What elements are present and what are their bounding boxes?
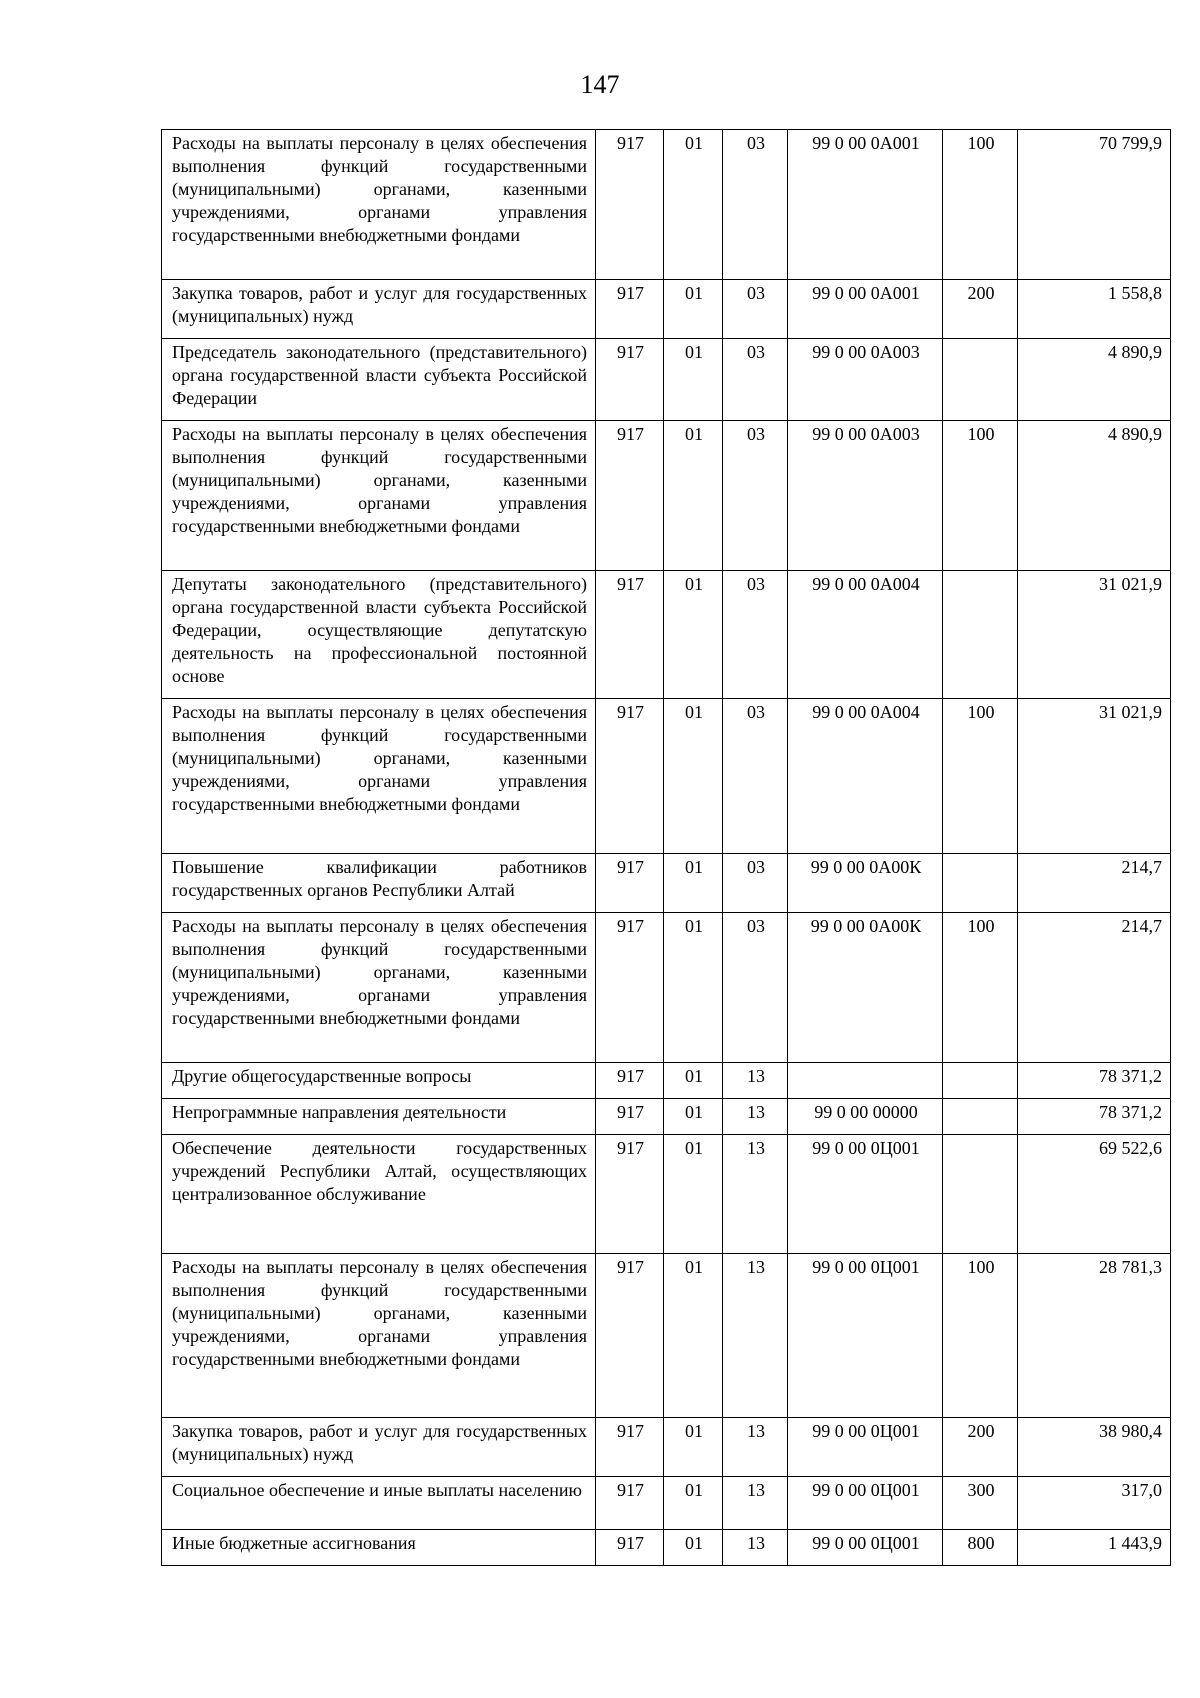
page-number: 147 bbox=[580, 70, 620, 99]
amount-cell: 317,0 bbox=[1018, 1477, 1171, 1530]
expense-name-cell: Иные бюджетные ассигнования bbox=[162, 1530, 596, 1566]
subsection-code-cell: 13 bbox=[723, 1135, 788, 1254]
target-article-cell: 99 0 00 0А003 bbox=[788, 339, 943, 421]
subsection-code-cell: 13 bbox=[723, 1099, 788, 1135]
subsection-code-cell: 03 bbox=[723, 280, 788, 339]
table-row bbox=[162, 1063, 1171, 1099]
section-code-cell: 01 bbox=[664, 854, 723, 913]
amount-cell: 214,7 bbox=[1018, 854, 1171, 913]
subsection-code-cell: 03 bbox=[723, 339, 788, 421]
ministry-code-cell: 917 bbox=[596, 854, 664, 913]
amount-cell: 28 781,3 bbox=[1018, 1254, 1171, 1418]
table-row bbox=[162, 1477, 1171, 1530]
section-code-cell: 01 bbox=[664, 421, 723, 571]
expense-name-cell: Обеспечение деятельности государственных учреждений Республики Алтай, осуществляющих централизованное обслуживание bbox=[162, 1135, 596, 1254]
target-article-cell: 99 0 00 0А004 bbox=[788, 571, 943, 699]
ministry-code-cell: 917 bbox=[596, 1099, 664, 1135]
section-code-cell: 01 bbox=[664, 130, 723, 280]
table-row bbox=[162, 1530, 1171, 1566]
expense-type-cell bbox=[943, 1135, 1018, 1254]
section-code-cell: 01 bbox=[664, 699, 723, 854]
expense-name-cell: Расходы на выплаты персоналу в целях обеспечения выполнения функций государственными (муниципальными) органами, казенными учреждениями, органами управления государственными внебюджетными фондами bbox=[162, 699, 596, 854]
amount-cell: 69 522,6 bbox=[1018, 1135, 1171, 1254]
subsection-code-cell: 13 bbox=[723, 1530, 788, 1566]
section-code-cell: 01 bbox=[664, 1063, 723, 1099]
expense-name-cell: Расходы на выплаты персоналу в целях обеспечения выполнения функций государственными (муниципальными) органами, казенными учреждениями, органами управления государственными внебюджетными фондами bbox=[162, 1254, 596, 1418]
section-code-cell: 01 bbox=[664, 1254, 723, 1418]
amount-cell: 31 021,9 bbox=[1018, 571, 1171, 699]
expense-type-cell: 100 bbox=[943, 130, 1018, 280]
target-article-cell: 99 0 00 0А00К bbox=[788, 854, 943, 913]
ministry-code-cell: 917 bbox=[596, 1530, 664, 1566]
target-article-cell: 99 0 00 0Ц001 bbox=[788, 1477, 943, 1530]
section-code-cell: 01 bbox=[664, 913, 723, 1063]
expense-name-cell: Социальное обеспечение и иные выплаты населению bbox=[162, 1477, 596, 1530]
expense-name-cell: Депутаты законодательного (представительного) органа государственной власти субъекта Российской Федерации, осуществляющие депутатскую деятельность на профессиональной постоянной основе bbox=[162, 571, 596, 699]
target-article-cell: 99 0 00 0А003 bbox=[788, 421, 943, 571]
expense-type-cell bbox=[943, 571, 1018, 699]
amount-cell: 70 799,9 bbox=[1018, 130, 1171, 280]
table-row bbox=[162, 1135, 1171, 1254]
ministry-code-cell: 917 bbox=[596, 280, 664, 339]
ministry-code-cell: 917 bbox=[596, 130, 664, 280]
amount-cell: 78 371,2 bbox=[1018, 1063, 1171, 1099]
target-article-cell: 99 0 00 0А00К bbox=[788, 913, 943, 1063]
expense-type-cell: 100 bbox=[943, 1254, 1018, 1418]
ministry-code-cell: 917 bbox=[596, 1135, 664, 1254]
subsection-code-cell: 03 bbox=[723, 421, 788, 571]
table-row bbox=[162, 130, 1171, 280]
expense-type-cell: 100 bbox=[943, 699, 1018, 854]
subsection-code-cell: 03 bbox=[723, 699, 788, 854]
ministry-code-cell: 917 bbox=[596, 699, 664, 854]
section-code-cell: 01 bbox=[664, 1530, 723, 1566]
amount-cell: 38 980,4 bbox=[1018, 1418, 1171, 1477]
table-row bbox=[162, 1254, 1171, 1418]
table-row bbox=[162, 1099, 1171, 1135]
ministry-code-cell: 917 bbox=[596, 1063, 664, 1099]
section-code-cell: 01 bbox=[664, 1418, 723, 1477]
ministry-code-cell: 917 bbox=[596, 1477, 664, 1530]
section-code-cell: 01 bbox=[664, 280, 723, 339]
target-article-cell: 99 0 00 00000 bbox=[788, 1099, 943, 1135]
amount-cell: 78 371,2 bbox=[1018, 1099, 1171, 1135]
target-article-cell: 99 0 00 0А001 bbox=[788, 280, 943, 339]
table-row bbox=[162, 571, 1171, 699]
expense-type-cell: 200 bbox=[943, 280, 1018, 339]
amount-cell: 1 443,9 bbox=[1018, 1530, 1171, 1566]
subsection-code-cell: 03 bbox=[723, 571, 788, 699]
expense-name-cell: Председатель законодательного (представительного) органа государственной власти субъекта Российской Федерации bbox=[162, 339, 596, 421]
expense-type-cell: 200 bbox=[943, 1418, 1018, 1477]
expense-type-cell: 100 bbox=[943, 913, 1018, 1063]
expense-type-cell bbox=[943, 1099, 1018, 1135]
section-code-cell: 01 bbox=[664, 1135, 723, 1254]
ministry-code-cell: 917 bbox=[596, 913, 664, 1063]
ministry-code-cell: 917 bbox=[596, 1418, 664, 1477]
target-article-cell: 99 0 00 0Ц001 bbox=[788, 1254, 943, 1418]
section-code-cell: 01 bbox=[664, 339, 723, 421]
expense-type-cell bbox=[943, 339, 1018, 421]
target-article-cell bbox=[788, 1063, 943, 1099]
subsection-code-cell: 13 bbox=[723, 1063, 788, 1099]
target-article-cell: 99 0 00 0А004 bbox=[788, 699, 943, 854]
amount-cell: 1 558,8 bbox=[1018, 280, 1171, 339]
expense-name-cell: Расходы на выплаты персоналу в целях обеспечения выполнения функций государственными (муниципальными) органами, казенными учреждениями, органами управления государственными внебюджетными фондами bbox=[162, 130, 596, 280]
subsection-code-cell: 03 bbox=[723, 854, 788, 913]
section-code-cell: 01 bbox=[664, 571, 723, 699]
table-row bbox=[162, 421, 1171, 571]
subsection-code-cell: 03 bbox=[723, 913, 788, 1063]
amount-cell: 31 021,9 bbox=[1018, 699, 1171, 854]
expense-name-cell: Расходы на выплаты персоналу в целях обеспечения выполнения функций государственными (муниципальными) органами, казенными учреждениями, органами управления государственными внебюджетными фондами bbox=[162, 421, 596, 571]
table-row bbox=[162, 1418, 1171, 1477]
expense-name-cell: Закупка товаров, работ и услуг для государственных (муниципальных) нужд bbox=[162, 280, 596, 339]
expense-name-cell: Повышение квалификации работников государственных органов Республики Алтай bbox=[162, 854, 596, 913]
amount-cell: 4 890,9 bbox=[1018, 339, 1171, 421]
expense-type-cell: 100 bbox=[943, 421, 1018, 571]
ministry-code-cell: 917 bbox=[596, 1254, 664, 1418]
subsection-code-cell: 13 bbox=[723, 1418, 788, 1477]
target-article-cell: 99 0 00 0Ц001 bbox=[788, 1135, 943, 1254]
section-code-cell: 01 bbox=[664, 1099, 723, 1135]
expense-type-cell bbox=[943, 854, 1018, 913]
table-row bbox=[162, 854, 1171, 913]
expense-name-cell: Закупка товаров, работ и услуг для государственных (муниципальных) нужд bbox=[162, 1418, 596, 1477]
expense-name-cell: Расходы на выплаты персоналу в целях обеспечения выполнения функций государственными (муниципальными) органами, казенными учреждениями, органами управления государственными внебюджетными фондами bbox=[162, 913, 596, 1063]
table-row bbox=[162, 280, 1171, 339]
expense-name-cell: Непрограммные направления деятельности bbox=[162, 1099, 596, 1135]
table-row bbox=[162, 913, 1171, 1063]
subsection-code-cell: 13 bbox=[723, 1254, 788, 1418]
expense-type-cell: 800 bbox=[943, 1530, 1018, 1566]
ministry-code-cell: 917 bbox=[596, 571, 664, 699]
ministry-code-cell: 917 bbox=[596, 421, 664, 571]
expense-type-cell bbox=[943, 1063, 1018, 1099]
subsection-code-cell: 03 bbox=[723, 130, 788, 280]
table-row bbox=[162, 339, 1171, 421]
amount-cell: 4 890,9 bbox=[1018, 421, 1171, 571]
expense-name-cell: Другие общегосударственные вопросы bbox=[162, 1063, 596, 1099]
target-article-cell: 99 0 00 0Ц001 bbox=[788, 1418, 943, 1477]
table-row bbox=[162, 699, 1171, 854]
ministry-code-cell: 917 bbox=[596, 339, 664, 421]
section-code-cell: 01 bbox=[664, 1477, 723, 1530]
amount-cell: 214,7 bbox=[1018, 913, 1171, 1063]
subsection-code-cell: 13 bbox=[723, 1477, 788, 1530]
budget-table-body bbox=[162, 130, 1171, 1566]
expense-type-cell: 300 bbox=[943, 1477, 1018, 1530]
target-article-cell: 99 0 00 0Ц001 bbox=[788, 1530, 943, 1566]
target-article-cell: 99 0 00 0А001 bbox=[788, 130, 943, 280]
budget-table bbox=[161, 129, 1171, 1566]
